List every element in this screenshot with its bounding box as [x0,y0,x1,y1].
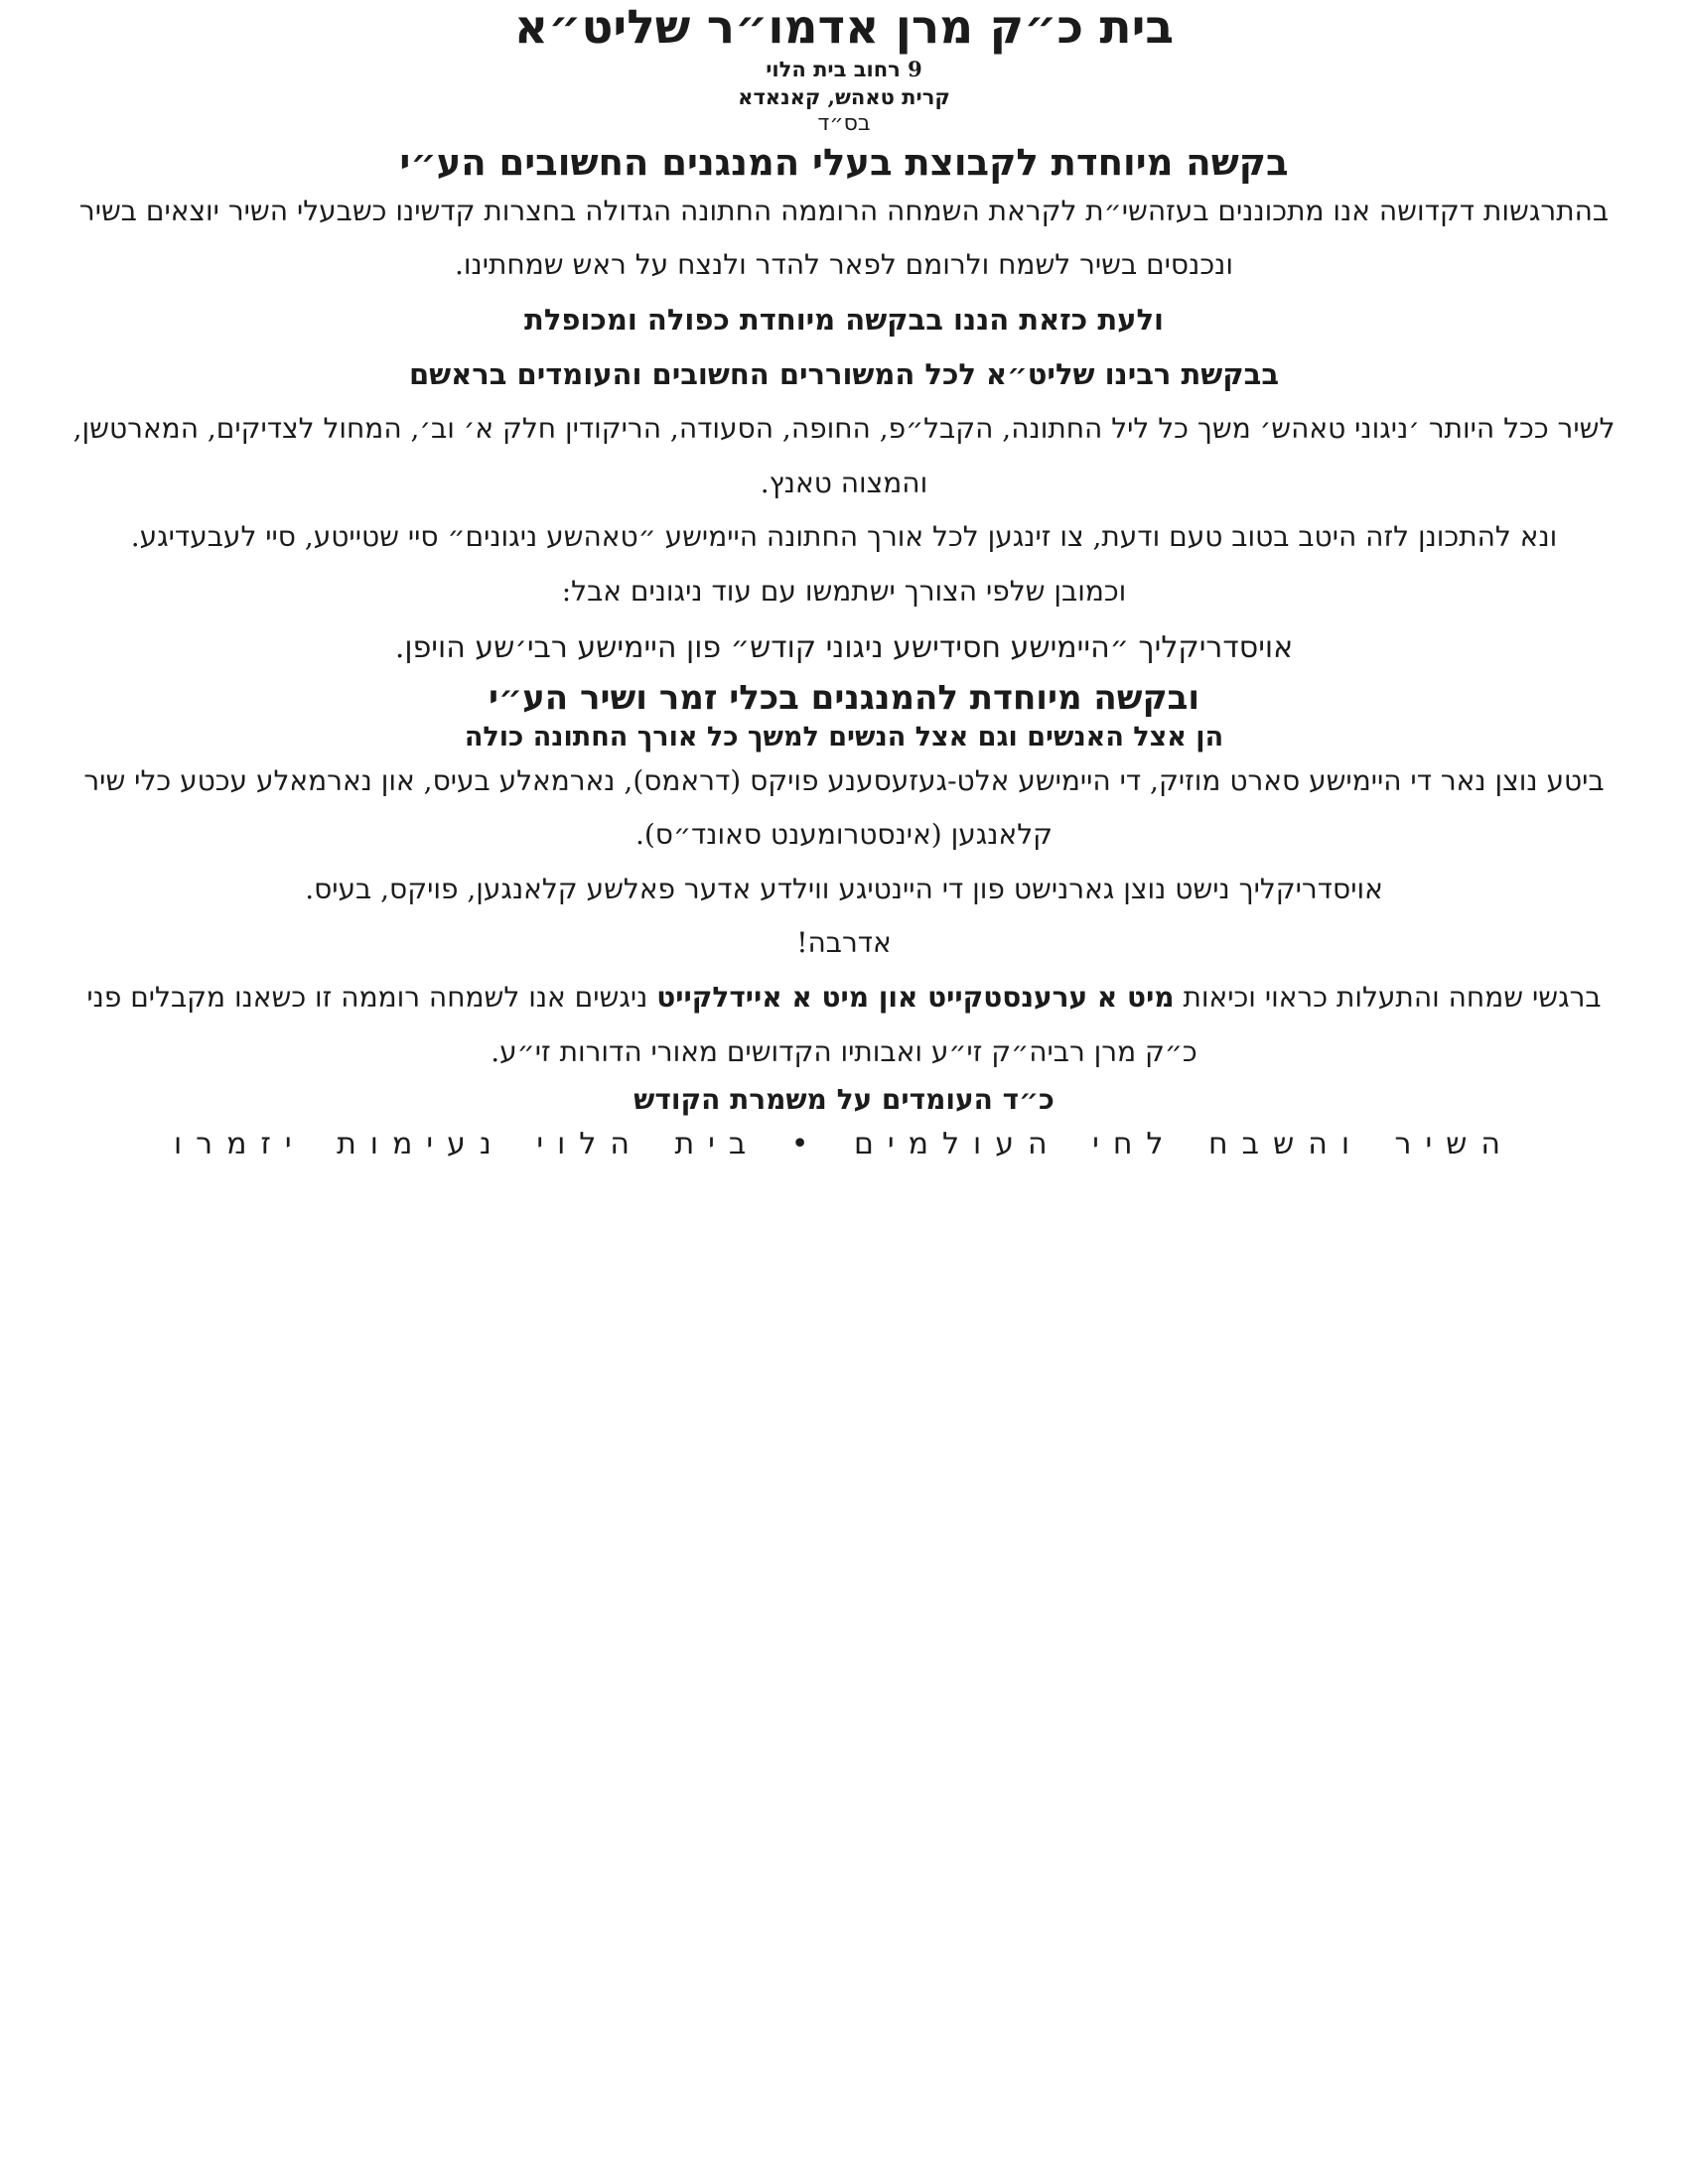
request-1-title: בקשה מיוחדת לקבוצת בעלי המנגנים החשובים הע״י [399,139,1289,184]
letterhead-address-line-1: 9 רחוב בית הלוי [766,57,922,82]
request-1-emphasis-line-1: ולעת כזאת הננו בבקשה מיוחדת כפולה ומכופלת [524,303,1164,338]
bsd-abbreviation: בס״ד [817,110,871,136]
request-1-emphasis-line-2: בבקשת רבינו שליט״א לכל המשוררים החשובים והעומדים בראשם [408,357,1280,392]
request-2-exclamation: אדרבה! [796,926,892,960]
closing-text-end: ניגשים אנו לשמחה רוממה זו כשאנו מקבלים פני כ״ק מרן רביה״ק זי״ע ואבותיו הקדושים מאורי הדורות זי״ע. [86,981,1197,1068]
request-1-intro-paragraph: בהתרגשות דקדושה אנו מתכוננים בעזהשי״ת לקראת השמחה הרוממה החתונה הגדולה בחצרות קדשינו כשבעלי השיר יוצאים בשיר ונכנסים בשיר לשמח ולרומם לפאר להדר ולנצח על ראש שמחתינו. [78,194,1610,282]
letterhead-address-line-2: קרית טאהש, קאנאדא [738,83,950,109]
request-2-body-paragraph-1: ביטע נוצן נאר די היימישע סארט מוזיק, די היימישע אלט-געזעסענע פויקס (דראמס), נארמאלע בעיס, און נארמאלע עכטע כלי שיר קלאנגען (אינסטרומענט סאונד״ס). [83,763,1605,852]
request-1-body-paragraph-3: וכמובן שלפי הצורך ישתמשו עם עוד ניגונים אבל: [561,574,1127,608]
signoff-line: כ״ד העומדים על משמרת הקודש [633,1083,1055,1117]
request-2-subtitle: הן אצל האנשים וגם אצל הנשים למשך כל אורך החתונה כולה [464,721,1224,752]
letterhead-title: בית כ״ק מרן אדמו״ר שליט״א [513,0,1175,55]
request-2-title: ובקשה מיוחדת להמנגנים בכלי זמר ושיר הע״י [488,678,1200,719]
closing-text-start: ברגשי שמחה והתעלות כראוי וכיאות [1174,981,1602,1015]
request-1-body-paragraph-1: לשיר ככל היותר ׳ניגוני טאהש׳ משך כל ליל החתונה, הקבל״פ, החופה, הסעודה, הריקודין חלק א׳ וב׳, המחול לצדיקים, המארטשן, והמצוה טאנץ. [72,412,1616,499]
closing-text-bold: מיט א ערענסטקייט און מיט א איידלקייט [656,981,1175,1015]
request-1-body-paragraph-4: אויסדריקליך ״היימישע חסידישע ניגוני קודש״ פון היימישע רבי׳שע הויפן. [394,629,1294,665]
request-1-body-paragraph-2: ונא להתכונן לזה היטב בטוב טעם ודעת, צו זינגען לכל אורך החתונה היימישע ״טאהשע ניגונים״ סיי שטייטע, סיי לעבעדיגע. [130,520,1558,554]
closing-paragraph [66,971,1622,1079]
request-2-body-paragraph-2: אויסדריקליך נישט נוצן גארנישט פון די היינטיגע ווילדע אדער פאלשע קלאנגען, פויקס, בעיס. [305,872,1383,905]
footer-motto: השיר והשבח לחי העולמים • בית הלוי נעימות יזמרו [173,1127,1515,1162]
